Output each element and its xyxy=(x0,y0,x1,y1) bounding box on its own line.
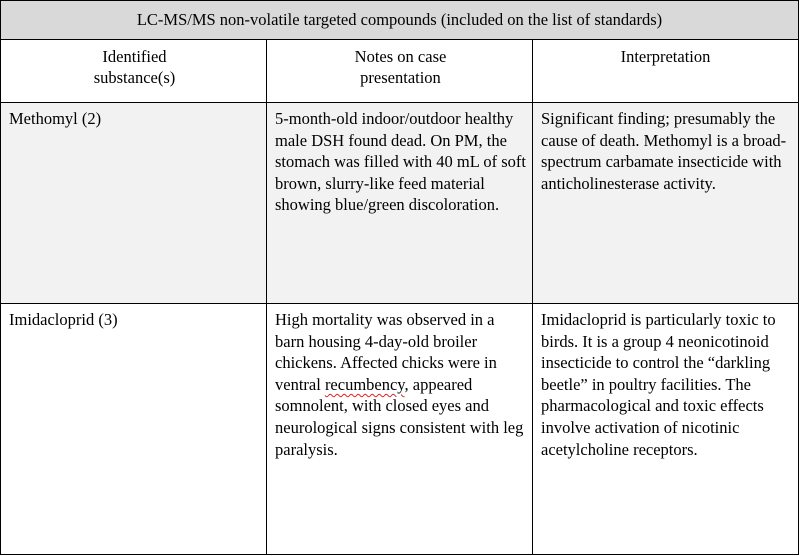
header-col2-line1: Notes on case xyxy=(354,46,447,66)
header-col2-line2: presentation xyxy=(360,68,441,88)
table-title-row xyxy=(1,1,799,40)
substance-cell: Imidacloprid (3) xyxy=(1,304,267,555)
table-title: LC-MS/MS non-volatile targeted compounds (included on the list of standards) xyxy=(1,1,799,40)
substance-cell: Methomyl (2) xyxy=(1,103,267,304)
header-identified-substances xyxy=(1,39,267,102)
spellcheck-flagged-word: recumbency xyxy=(324,374,405,394)
header-col1-line2: substance(s) xyxy=(93,68,176,88)
header-col1-line1: Identified xyxy=(102,46,167,66)
table-row xyxy=(1,103,799,304)
header-notes-on-case xyxy=(267,39,533,102)
notes-text-before: High mortality was observed in a barn housing 4-day-old broiler chickens. Affected chicks were in ventral xyxy=(275,310,497,394)
header-interpretation: Interpretation xyxy=(533,39,799,102)
table-row xyxy=(1,304,799,555)
notes-text-after: , appeared somnolent, with closed eyes and neurological signs consistent with leg paralysis. xyxy=(275,374,524,459)
interpretation-cell: Imidacloprid is particularly toxic to birds. It is a group 4 neonicotinoid insecticide to control the “darkling beetle” in poultry facilities. The pharmacological and toxic effects involve activation of nicotinic acetylcholine receptors. xyxy=(533,304,799,555)
notes-cell xyxy=(267,304,533,555)
interpretation-cell: Significant finding; presumably the cause of death. Methomyl is a broad-spectrum carbamate insecticide with anticholinesterase activity. xyxy=(533,103,799,304)
notes-cell: 5-month-old indoor/outdoor healthy male DSH found dead. On PM, the stomach was filled with 40 mL of soft brown, slurry-like feed material showing blue/green discoloration. xyxy=(267,103,533,304)
table-header-row xyxy=(1,39,799,102)
